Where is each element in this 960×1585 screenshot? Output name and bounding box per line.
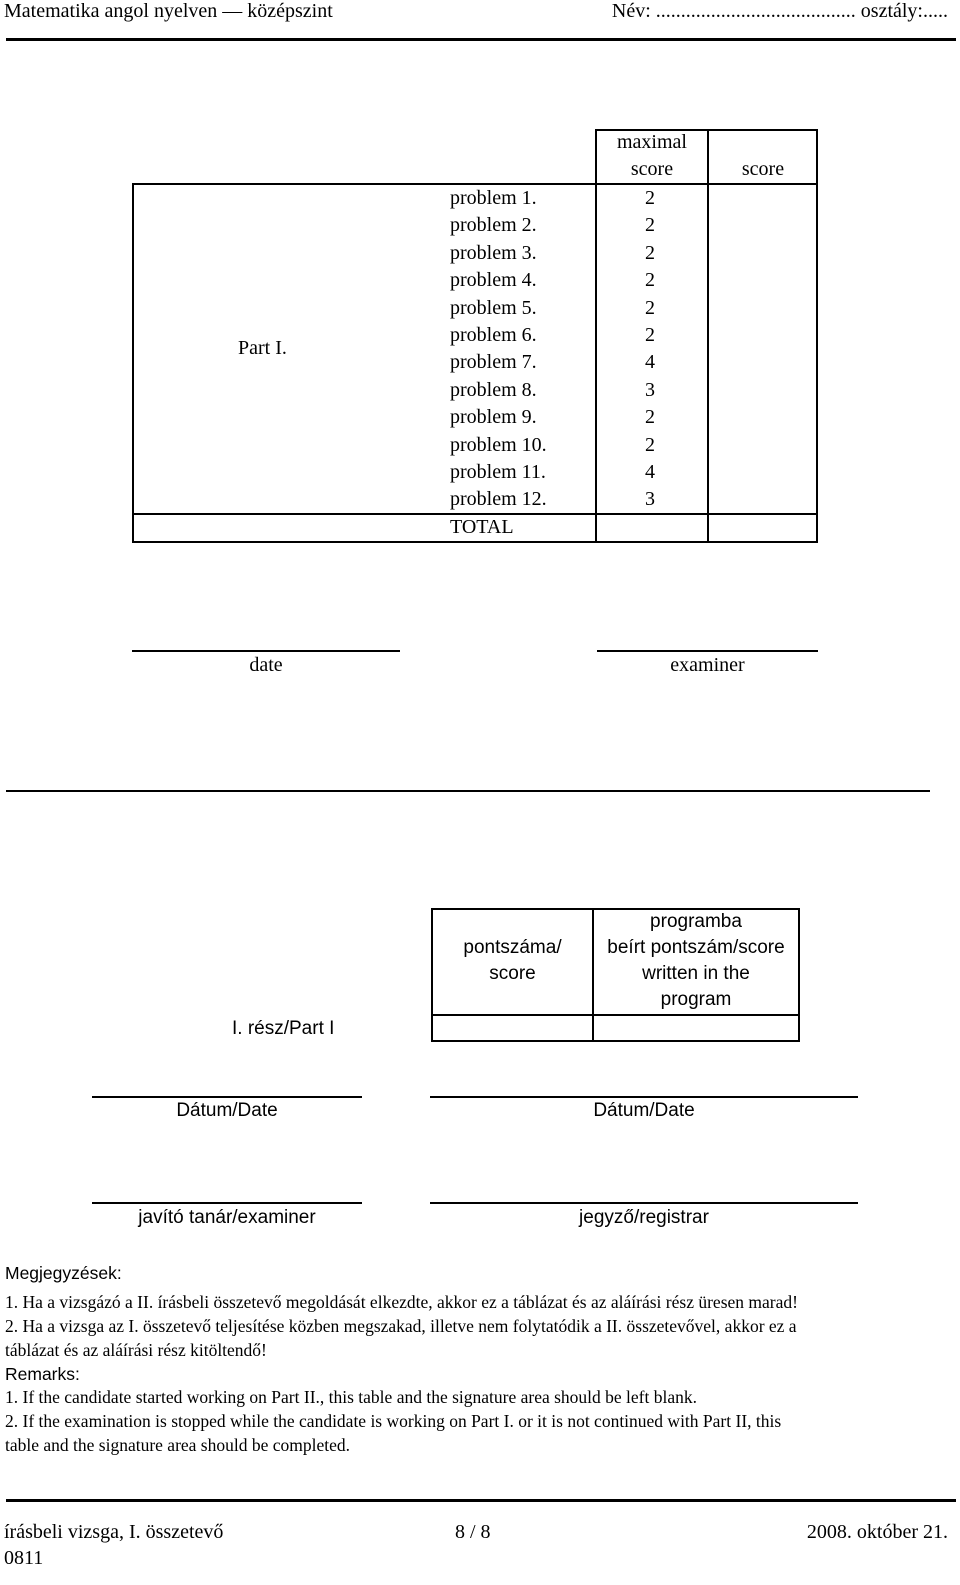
examiner-label: examiner [670, 654, 745, 676]
part-label: Part I. [238, 337, 287, 359]
col-max-score-line1: maximal [617, 131, 687, 153]
examiner-signature-line [597, 650, 818, 652]
name-class-field: Név: ........................................ osztály:..... [611, 0, 948, 22]
note-en-1: 1. If the candidate started working on Part II., this table and the signature area should be left blank. [5, 1387, 698, 1407]
max-score-value: 2 [645, 242, 655, 264]
date-left-label: Dátum/Date [176, 1100, 278, 1121]
col-max-score-line2: score [630, 158, 674, 180]
examiner-signature-line-2 [92, 1202, 362, 1204]
date-right-label: Dátum/Date [593, 1100, 695, 1121]
date-left-line [92, 1096, 362, 1098]
section-divider [6, 790, 930, 792]
examiner-label-2: javító tanár/examiner [138, 1207, 316, 1228]
date-right-line [430, 1096, 858, 1098]
problem-label: problem 12. [450, 488, 547, 510]
problem-label: problem 11. [450, 461, 546, 483]
score-table-divider [595, 129, 597, 543]
registrar-label: jegyző/registrar [579, 1207, 709, 1228]
max-score-value: 2 [645, 214, 655, 236]
date-signature-line [132, 650, 400, 652]
max-score-value: 4 [645, 461, 655, 483]
max-score-value: 2 [645, 187, 655, 209]
table2-col2-line3: written in the [642, 963, 750, 984]
problem-label: problem 3. [450, 242, 537, 264]
problem-label: problem 9. [450, 406, 537, 428]
header-title: Matematika angol nyelven — középszint [4, 0, 333, 22]
note-hu-1: 1. Ha a vizsgázó a II. írásbeli összetevő megoldását elkezdte, akkor ez a táblázat és az aláírási rész üresen marad! [5, 1292, 798, 1312]
problem-label: problem 8. [450, 379, 537, 401]
footer-code: 0811 [4, 1547, 44, 1569]
problem-label: problem 10. [450, 434, 547, 456]
note-hu-2-cont: táblázat és az aláírási rész kitöltendő! [5, 1340, 267, 1360]
max-score-value: 2 [645, 434, 655, 456]
score-table-total-divider [132, 513, 818, 515]
table2-row-divider [431, 1014, 800, 1016]
footer-date: 2008. október 21. [806, 1521, 948, 1543]
note-en-2-cont: table and the signature area should be completed. [5, 1435, 351, 1455]
notes-heading-hu: Megjegyzések: [5, 1263, 122, 1283]
max-score-value: 3 [645, 379, 655, 401]
table2-row-label: I. rész/Part I [232, 1018, 335, 1039]
problem-label: problem 6. [450, 324, 537, 346]
total-label: TOTAL [450, 516, 514, 538]
table2-col2-line1: programba [650, 911, 742, 932]
max-score-value: 3 [645, 488, 655, 510]
footer-divider [6, 1499, 956, 1502]
max-score-value: 4 [645, 351, 655, 373]
max-score-value: 2 [645, 269, 655, 291]
max-score-value: 2 [645, 297, 655, 319]
problem-label: problem 5. [450, 297, 537, 319]
max-score-value: 2 [645, 324, 655, 346]
notes-heading-en: Remarks: [5, 1364, 80, 1384]
problem-label: problem 4. [450, 269, 537, 291]
table2-col1-line2: score [489, 963, 536, 984]
note-en-2: 2. If the examination is stopped while the candidate is working on Part I. or it is not continued with Part II, this [5, 1411, 782, 1431]
registrar-signature-line [430, 1202, 858, 1204]
problem-label: problem 2. [450, 214, 537, 236]
table2-col2-line4: program [660, 989, 732, 1010]
footer-page-number: 8 / 8 [455, 1521, 491, 1543]
problem-label: problem 1. [450, 187, 537, 209]
header-divider [6, 38, 956, 41]
footer-exam-label: írásbeli vizsga, I. összetevő [4, 1521, 224, 1543]
col-score-header: score [741, 158, 785, 180]
table2-col1-line1: pontszáma/ [463, 937, 562, 958]
max-score-value: 2 [645, 406, 655, 428]
note-hu-2: 2. Ha a vizsga az I. összetevő teljesítése közben megszakad, illetve nem folytatódik a II. összetevővel, akkor ez a [5, 1316, 797, 1336]
problem-label: problem 7. [450, 351, 537, 373]
date-label: date [249, 654, 283, 676]
score-table-divider [707, 129, 709, 543]
table2-col2-line2: beírt pontszám/score [607, 937, 785, 958]
